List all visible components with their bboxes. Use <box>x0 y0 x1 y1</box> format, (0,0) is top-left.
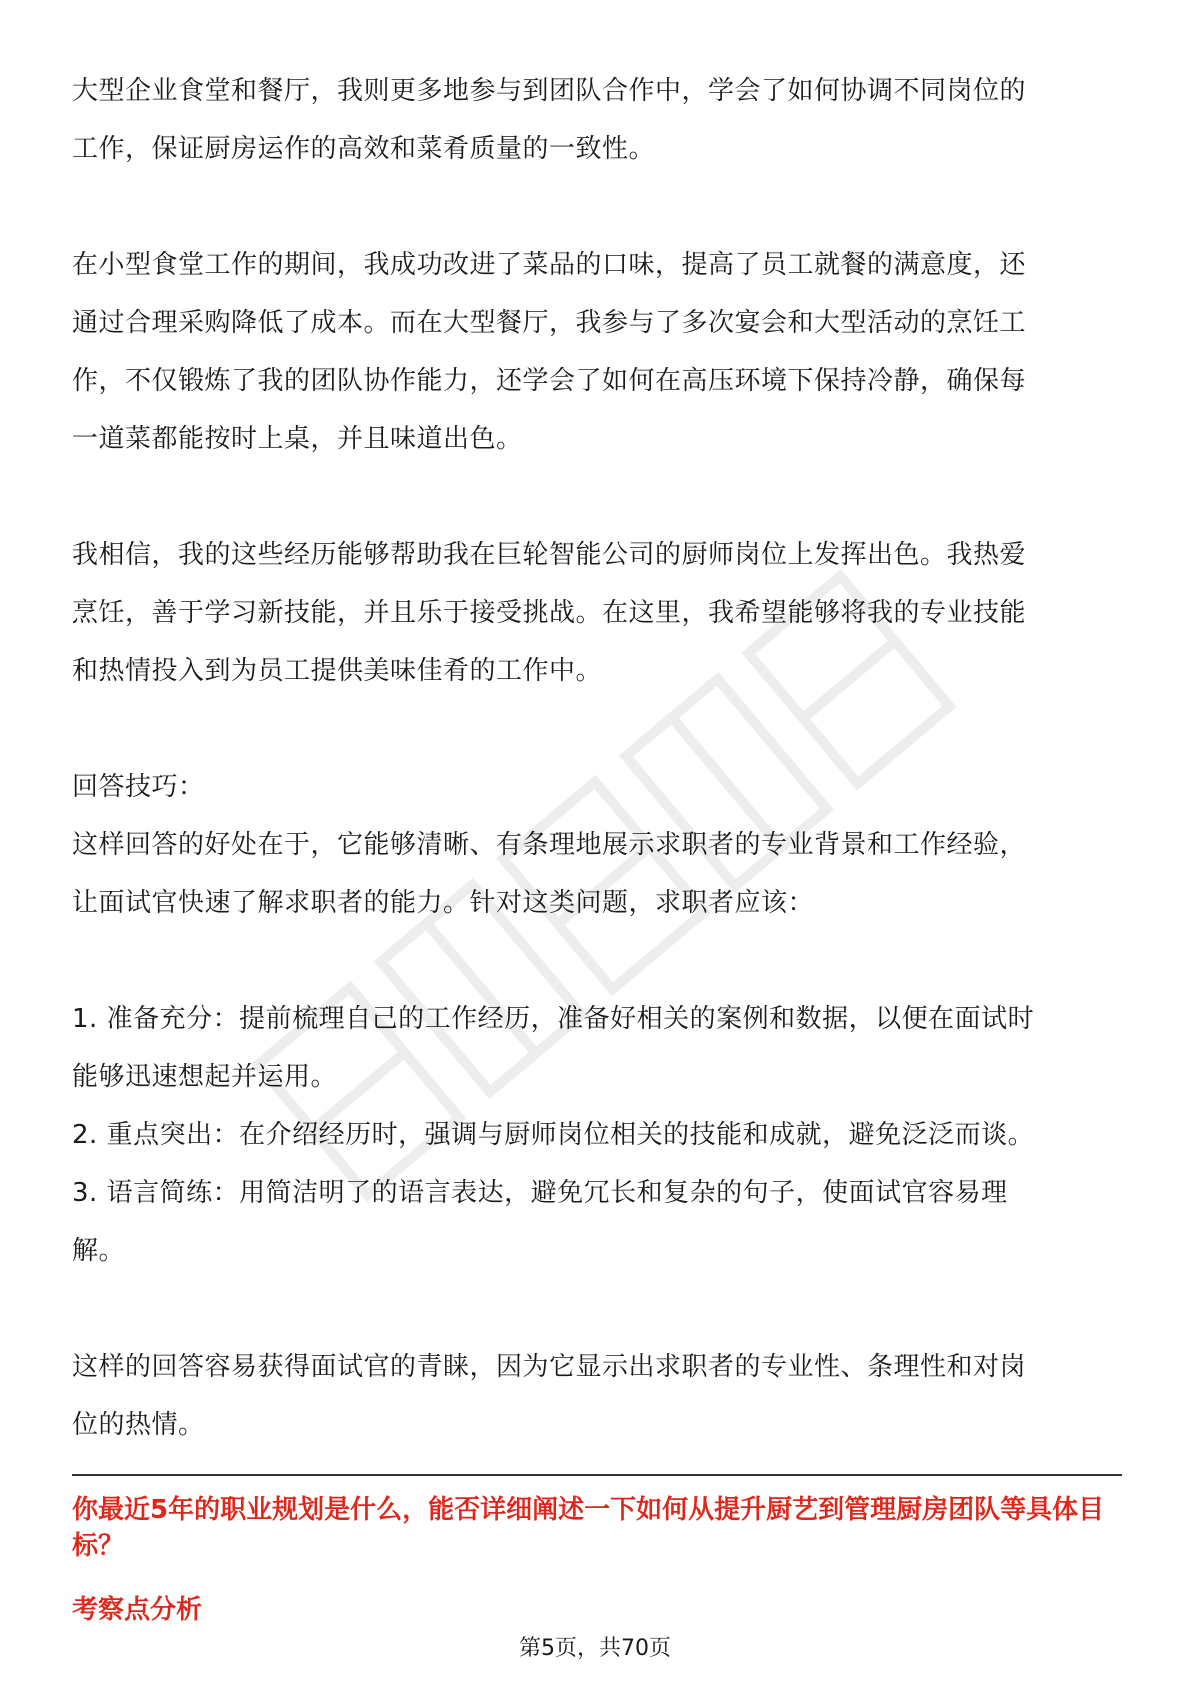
paragraph-line: 和热情投入到为员工提供美味佳肴的工作中。 <box>72 656 603 686</box>
paragraph-line: 烹饪，善于学习新技能，并且乐于接受挑战。在这里，我希望能够将我的专业技能 <box>72 598 1027 628</box>
paragraph-line: 我相信，我的这些经历能够帮助我在巨轮智能公司的厨师岗位上发挥出色。我热爱 <box>72 540 1027 570</box>
list-item: 解。 <box>72 1236 126 1266</box>
paragraph-line: 位的热情。 <box>72 1410 205 1440</box>
question-heading: 你最近5年的职业规划是什么，能否详细阐述一下如何从提升厨艺到管理厨房团队等具体目标？ <box>72 1495 1105 1561</box>
paragraph-line: 在小型食堂工作的期间，我成功改进了菜品的口味，提高了员工就餐的满意度，还 <box>72 250 1027 280</box>
list-item: 1. 准备充分：提前梳理自己的工作经历，准备好相关的案例和数据，以便在面试时 <box>72 1004 1035 1034</box>
page-number: 第5页，共70页 <box>519 1636 671 1661</box>
paragraph-line: 这样回答的好处在于，它能够清晰、有条理地展示求职者的专业背景和工作经验， <box>72 830 1027 860</box>
paragraph-line: 工作，保证厨房运作的高效和菜肴质量的一致性。 <box>72 134 656 164</box>
paragraph-line: 通过合理采购降低了成本。而在大型餐厅，我参与了多次宴会和大型活动的烹饪工 <box>72 308 1027 338</box>
section-divider <box>72 1474 1122 1476</box>
list-item: 2. 重点突出：在介绍经历时，强调与厨师岗位相关的技能和成就，避免泛泛而谈。 <box>72 1120 1035 1150</box>
paragraph-line: 大型企业食堂和餐厅，我则更多地参与到团队合作中，学会了如何协调不同岗位的 <box>72 76 1027 106</box>
analysis-subheading: 考察点分析 <box>72 1595 203 1625</box>
list-item: 3. 语言简练：用简洁明了的语言表达，避免冗长和复杂的句子，使面试官容易理 <box>72 1178 1008 1208</box>
paragraph-line: 一道菜都能按时上桌，并且味道出色。 <box>72 424 523 454</box>
document-body <box>72 62 1122 1454</box>
paragraph-line: 让面试官快速了解求职者的能力。针对这类问题，求职者应该： <box>72 888 815 918</box>
paragraph-line: 这样的回答容易获得面试官的青睐，因为它显示出求职者的专业性、条理性和对岗 <box>72 1352 1027 1382</box>
list-item: 能够迅速想起并运用。 <box>72 1062 338 1092</box>
paragraph-line: 作，不仅锻炼了我的团队协作能力，还学会了如何在高压环境下保持冷静，确保每 <box>72 366 1027 396</box>
tips-heading: 回答技巧： <box>72 772 205 802</box>
